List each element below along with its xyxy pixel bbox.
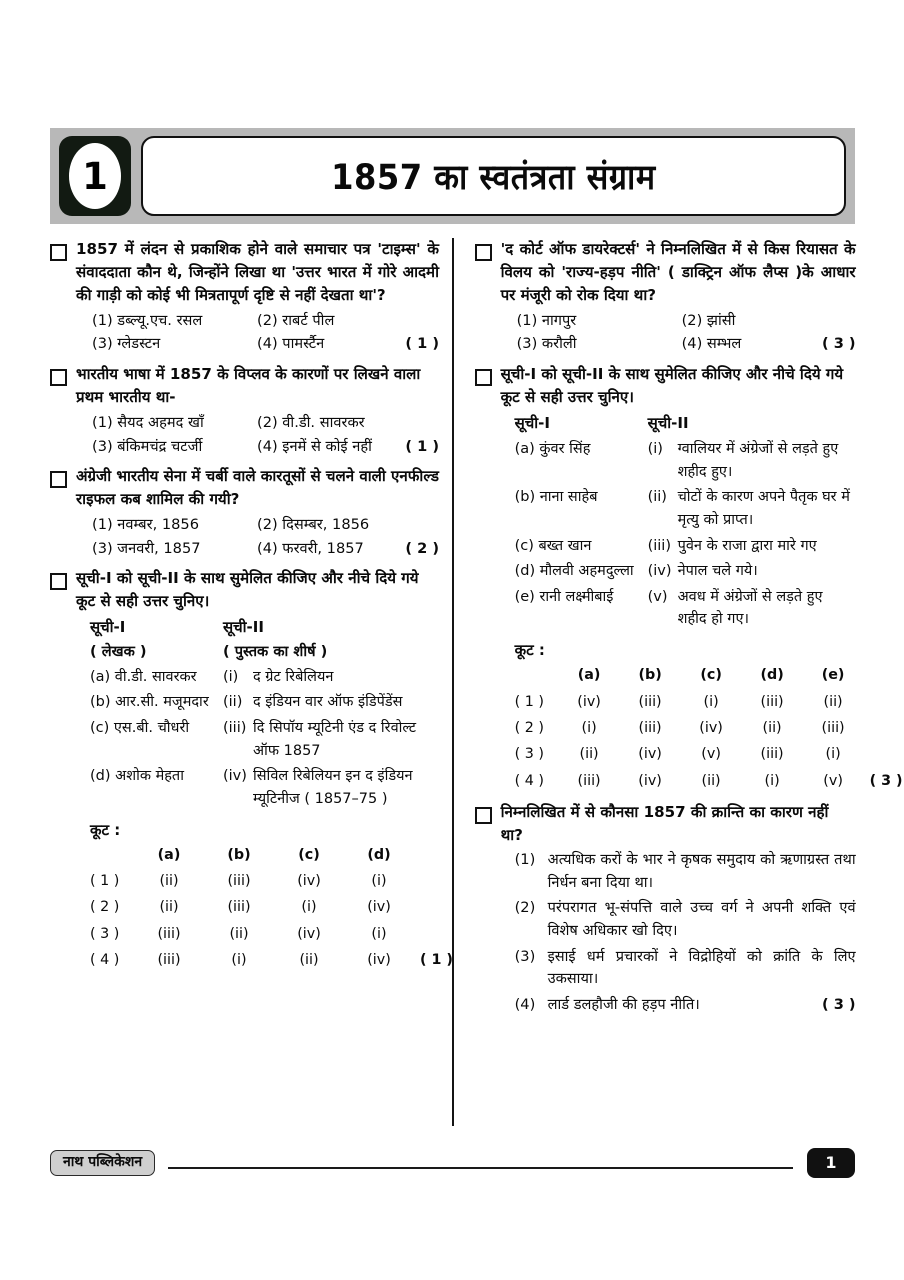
- code-cell: (iii): [577, 772, 601, 789]
- code-row-label: ( 3 ): [514, 746, 544, 763]
- code-cell: (iii): [821, 719, 845, 736]
- option-row: [92, 513, 439, 537]
- match-right-item: अवध में अंग्रेजों से लड़ते हुए शहीद हो गए।: [677, 588, 823, 628]
- code-col-d: (d): [760, 667, 784, 684]
- page-title: 1857 का स्वतंत्रता संग्राम: [331, 157, 656, 198]
- code-cell: (i): [764, 772, 780, 789]
- option-2[interactable]: (2) दिसम्बर, 1856: [257, 516, 370, 534]
- match-left-item: (c) बख्त खान: [514, 537, 592, 554]
- match-right-item: ग्वालियर में अंग्रेजों से लड़ते हुए शहीद हुए।: [677, 441, 839, 480]
- publisher-badge: नाथ पब्लिकेशन: [50, 1150, 155, 1176]
- question-7: [475, 801, 856, 1019]
- match-right-numeral: (iii): [647, 537, 671, 554]
- square-bullet-icon: [50, 244, 67, 261]
- match-pair: [76, 717, 439, 762]
- option-1[interactable]: (1) डब्ल्यू.एच. रसल: [92, 311, 203, 329]
- option-number: (3): [514, 947, 536, 965]
- question-text: 'द कोर्ट ऑफ डायरेक्टर्स' ने निम्नलिखित में से किस रियासत के विलय को 'राज्य-हड़प नीति' ( डाक्ट्रिन ऑफ लैप्स )के आधार पर मंजूरी को रोक दिया था?: [500, 240, 856, 304]
- square-bullet-icon: [475, 244, 492, 261]
- match-right-numeral: (iv): [223, 768, 247, 785]
- code-cell: (i): [301, 899, 317, 916]
- option-1[interactable]: (1) नागपुर: [516, 311, 577, 329]
- option-3[interactable]: [515, 946, 856, 991]
- question-4: [50, 567, 453, 973]
- code-cell: (i): [825, 746, 841, 763]
- list-1-subheader: ( लेखक ): [90, 642, 147, 660]
- chapter-header: [50, 128, 855, 224]
- match-right-item: चोटों के कारण अपने पैतृक घर में मृत्यु को प्राप्त।: [677, 489, 850, 529]
- code-cell: (ii): [823, 693, 843, 710]
- code-row-label: ( 2 ): [514, 719, 544, 736]
- code-col-e: (e): [821, 667, 845, 684]
- option-number: (4): [514, 995, 536, 1013]
- chapter-number: 1: [69, 143, 121, 209]
- match-right-item: दि सिपॉय म्यूटिनी एंड द रिवोल्ट ऑफ 1857: [253, 720, 417, 759]
- code-cell: (i): [371, 925, 387, 942]
- code-table: [76, 842, 453, 974]
- option-4[interactable]: (4) पामर्स्टैन: [257, 335, 325, 353]
- match-pair: [76, 666, 439, 689]
- match-pair: [76, 691, 439, 714]
- match-right-numeral: (ii): [647, 489, 667, 506]
- match-pair: [76, 765, 439, 810]
- code-header-row: [515, 662, 856, 688]
- code-cell: (iii): [638, 719, 662, 736]
- code-row[interactable]: [90, 894, 439, 920]
- code-cell: (iv): [699, 719, 723, 736]
- code-cell: (v): [823, 772, 843, 789]
- left-column: [50, 238, 453, 1128]
- match-right-numeral: (i): [223, 668, 239, 685]
- option-number: (2): [514, 899, 536, 917]
- code-cell: (iv): [297, 925, 321, 942]
- match-right-numeral: (v): [647, 588, 668, 605]
- option-row: [517, 309, 856, 333]
- match-right-item: नेपाल चले गये।: [677, 563, 758, 580]
- answer-key: ( 3 ): [821, 335, 856, 353]
- code-row[interactable]: [90, 868, 439, 894]
- question-text: 1857 में लंदन से प्रकाशिक होने वाले समाचार पत्र 'टाइम्स' के संवाददाता कौन थे, जिन्होंने लिखा था 'उत्तर भारत में गोरे आदमी की गाड़ी को कोई भी मित्रतापूर्ण दृष्टि से नहीं देखता था'?: [76, 240, 439, 304]
- square-bullet-icon: [50, 369, 67, 386]
- code-col-b: (b): [638, 667, 662, 684]
- square-bullet-icon: [50, 471, 67, 488]
- code-col-c: (c): [298, 846, 320, 863]
- option-text: परंपरागत भू-संपत्ति वाले उच्च वर्ग ने अपनी शक्ति एवं विशेष अधिकार खो दिए।: [547, 899, 856, 939]
- code-row-label: ( 2 ): [90, 899, 120, 916]
- match-left-item: (d) मौलवी अहमदुल्ला: [514, 563, 634, 580]
- match-right-item: पुवेन के राजा द्वारा मारे गए: [677, 537, 817, 554]
- option-1[interactable]: [515, 849, 856, 894]
- code-col-a: (a): [157, 846, 181, 863]
- match-list-subheaders: [76, 640, 439, 663]
- question-text: भारतीय भाषा में 1857 के विप्लव के कारणों पर लिखने वाला प्रथम भारतीय था-: [76, 365, 421, 407]
- code-cell: (iv): [638, 772, 662, 789]
- question-2: [50, 363, 439, 458]
- list-2-subheader: ( पुस्तक का शीर्ष ): [223, 642, 328, 660]
- square-bullet-icon: [475, 369, 492, 386]
- answer-key: ( 3 ): [821, 995, 856, 1013]
- code-cell: (iv): [577, 693, 601, 710]
- code-cell: (i): [371, 872, 387, 889]
- option-text: इसाई धर्म प्रचारकों ने विद्रोहियों को क्रांति के लिए उकसाया।: [547, 947, 856, 988]
- option-2[interactable]: (2) वी.डी. सावरकर: [257, 413, 365, 431]
- column-divider: [452, 238, 454, 1126]
- match-left-item: (a) वी.डी. सावरकर: [90, 668, 197, 685]
- match-right-item: द इंडियन वार ऑफ इंडिपेंडेंस: [253, 694, 403, 711]
- match-left-item: (e) रानी लक्ष्मीबाई: [514, 588, 614, 605]
- question-text: निम्नलिखित में से कौनसा 1857 की क्रान्ति का कारण नहीं था?: [500, 803, 829, 845]
- code-row[interactable]: [514, 768, 903, 794]
- match-left-item: (c) एस.बी. चौधरी: [90, 720, 190, 737]
- code-cell: (iv): [367, 899, 391, 916]
- code-cell: (iii): [638, 693, 662, 710]
- code-row-label: ( 1 ): [514, 693, 544, 710]
- match-right-numeral: (ii): [223, 694, 243, 711]
- square-bullet-icon: [475, 807, 492, 824]
- list-2-header: सूची-II: [647, 413, 689, 432]
- option-1[interactable]: (1) नवम्बर, 1856: [92, 516, 199, 534]
- footer-rule: [168, 1167, 793, 1169]
- match-right-numeral: (iii): [223, 720, 247, 737]
- code-cell: (ii): [701, 772, 721, 789]
- code-cell: (iii): [760, 693, 784, 710]
- code-cell: (iii): [227, 872, 251, 889]
- chapter-number-badge: [59, 136, 131, 216]
- match-pair: [501, 535, 856, 558]
- option-3[interactable]: (3) करौली: [516, 335, 577, 353]
- code-cell: (ii): [159, 872, 179, 889]
- code-cell: (ii): [762, 719, 782, 736]
- match-pair: [501, 560, 856, 583]
- options-list: [501, 309, 856, 356]
- code-row-label: ( 4 ): [514, 772, 544, 789]
- question-text: अंग्रेजी भारतीय सेना में चर्बी वाले कारतूसों से चलने वाली एनफील्ड राइफल कब शामिल की गयी?: [76, 467, 439, 509]
- chapter-title-plate: [141, 136, 846, 216]
- answer-key: ( 3 ): [869, 772, 903, 789]
- match-right-numeral: (iv): [647, 563, 672, 580]
- match-left-item: (a) कुंवर सिंह: [514, 441, 591, 458]
- question-1: [50, 238, 439, 356]
- match-list-headers: [76, 616, 439, 639]
- code-cell: (iv): [297, 872, 321, 889]
- code-cell: (i): [703, 693, 719, 710]
- option-4[interactable]: (4) इनमें से कोई नहीं: [257, 437, 372, 455]
- answer-key: ( 1 ): [420, 952, 453, 969]
- answer-key: ( 1 ): [405, 335, 439, 353]
- question-5: [475, 238, 856, 356]
- code-cell: (ii): [299, 952, 319, 969]
- list-1-header: सूची-I: [514, 413, 550, 432]
- option-row: [92, 332, 439, 356]
- question-6: [475, 363, 903, 794]
- code-cell: (iii): [760, 746, 784, 763]
- list-2-header: सूची-II: [223, 618, 264, 637]
- code-cell: (iv): [367, 952, 391, 969]
- option-4[interactable]: (4) सम्भल: [681, 335, 742, 353]
- options-list: [76, 513, 439, 560]
- answer-key: ( 2 ): [405, 539, 439, 557]
- code-cell: (iii): [157, 925, 181, 942]
- code-cell: (ii): [579, 746, 599, 763]
- code-cell: (i): [231, 952, 247, 969]
- question-3: [50, 465, 439, 560]
- option-text: लार्ड डलहौजी की हड़प नीति।: [547, 995, 700, 1013]
- option-row: [92, 537, 439, 561]
- option-1[interactable]: (1) सैयद अहमद खाँ: [92, 413, 204, 431]
- code-cell: (i): [581, 719, 597, 736]
- code-table: [501, 662, 903, 794]
- option-row: [92, 435, 439, 459]
- option-2[interactable]: [515, 897, 856, 942]
- match-left-item: (b) नाना साहेब: [514, 489, 598, 506]
- match-pair: [501, 438, 856, 483]
- option-2[interactable]: (2) झांसी: [681, 311, 736, 329]
- code-row[interactable]: [90, 921, 439, 947]
- content-columns: [50, 238, 903, 1128]
- option-text: अत्यधिक करों के भार ने कृषक समुदाय को ऋणाग्रस्त तथा निर्धन बना दिया था।: [547, 851, 856, 891]
- code-cell: (iii): [227, 899, 251, 916]
- match-left-item: (b) आर.सी. मजूमदार: [90, 694, 209, 711]
- page-footer: [50, 1150, 855, 1184]
- options-list: [76, 411, 439, 458]
- code-row-label: ( 1 ): [90, 872, 120, 889]
- option-3[interactable]: (3) बंकिमचंद्र चटर्जी: [92, 437, 203, 455]
- code-row-label: ( 4 ): [90, 952, 120, 969]
- question-text: सूची-I को सूची-II के साथ सुमेलित कीजिए और नीचे दिये गये कूट से सही उत्तर चुनिए।: [76, 569, 419, 611]
- match-right-item: सिविल रिबेलियन इन द इंडियन म्यूटिनीज ( 1857–75 ): [253, 768, 413, 807]
- question-text: सूची-I को सूची-II के साथ सुमेलित कीजिए और नीचे दिये गये कूट से सही उत्तर चुनिए।: [500, 365, 844, 407]
- code-cell: (ii): [159, 899, 179, 916]
- code-label: कूट :: [90, 820, 121, 839]
- match-left-item: (d) अशोक मेहता: [90, 768, 184, 785]
- match-list-headers: [501, 412, 856, 435]
- option-4[interactable]: [515, 994, 856, 1017]
- code-row[interactable]: [515, 715, 856, 741]
- code-row-label: ( 3 ): [90, 925, 120, 942]
- square-bullet-icon: [50, 573, 67, 590]
- match-right-numeral: (i): [647, 441, 663, 458]
- answer-key: ( 1 ): [405, 437, 439, 455]
- code-header-row: [90, 842, 439, 868]
- match-pair: [501, 586, 856, 631]
- option-row: [517, 332, 856, 356]
- code-label: कूट :: [514, 641, 545, 660]
- code-row[interactable]: [90, 947, 453, 973]
- option-row: [92, 309, 439, 333]
- page-number-badge: 1: [807, 1148, 855, 1178]
- code-col-d: (d): [367, 846, 391, 863]
- right-column: [457, 238, 903, 1128]
- options-list: [76, 309, 439, 356]
- code-row[interactable]: [515, 689, 856, 715]
- code-cell: (iii): [157, 952, 181, 969]
- code-cell: (iv): [638, 746, 662, 763]
- option-3[interactable]: (3) ग्लेडस्टन: [92, 335, 161, 353]
- option-3[interactable]: (3) जनवरी, 1857: [92, 539, 201, 557]
- code-cell: (v): [701, 746, 721, 763]
- option-2[interactable]: (2) राबर्ट पील: [257, 311, 335, 329]
- code-col-b: (b): [227, 846, 251, 863]
- option-4[interactable]: (4) फरवरी, 1857: [257, 539, 364, 557]
- option-row: [92, 411, 439, 435]
- code-col-a: (a): [577, 667, 601, 684]
- code-col-c: (c): [700, 667, 722, 684]
- match-pair: [501, 486, 856, 531]
- options-list: [501, 849, 856, 1016]
- code-cell: (ii): [229, 925, 249, 942]
- match-right-item: द ग्रेट रिबेलियन: [253, 668, 334, 685]
- code-row[interactable]: [515, 741, 856, 767]
- list-1-header: सूची-I: [90, 618, 126, 637]
- option-number: (1): [514, 851, 536, 869]
